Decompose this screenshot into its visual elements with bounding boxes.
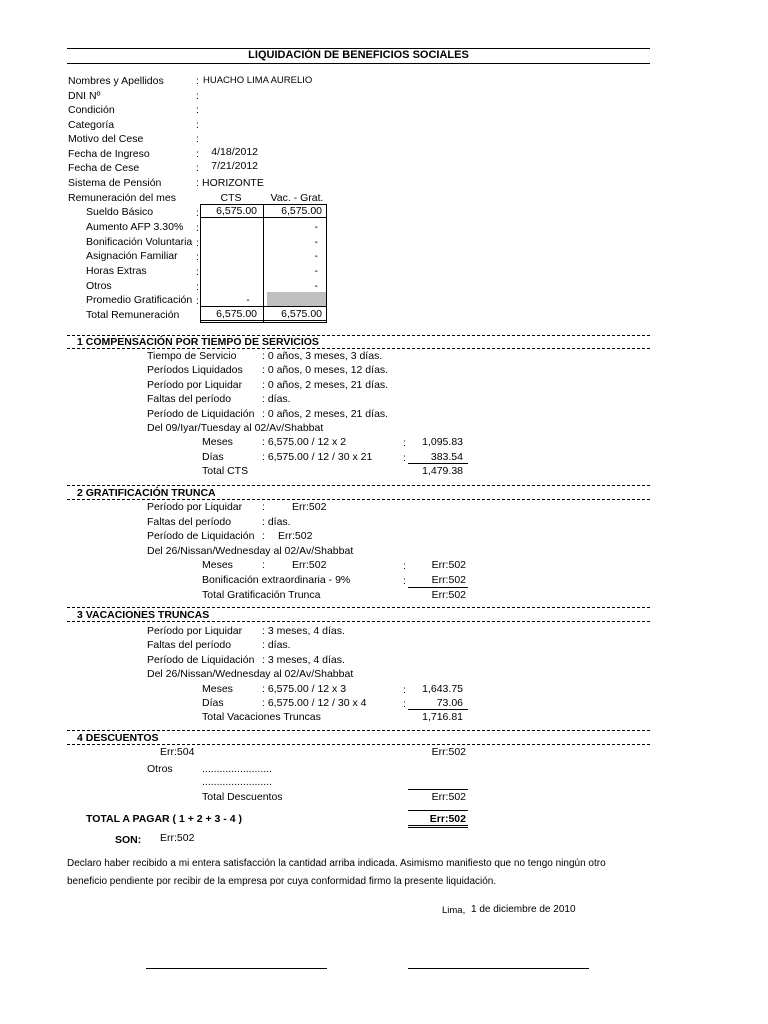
s1-date-range: Del 09/Iyar/Tuesday al 02/Av/Shabbat [147,422,324,434]
s3-dias-formula: : 6,575.00 / 12 / 30 x 4 [262,697,367,709]
rem-colon: : [196,222,199,234]
s2-meses-formula: Err:502 [292,559,327,571]
s4-item-value: Err:502 [431,746,466,758]
grand-total-rule-top [408,810,468,811]
s3-value: : 3 meses, 4 días. [262,654,345,666]
s2-value: : días. [262,516,291,528]
rem-row-label: Bonificación Voluntaria [86,236,193,248]
s1-total-rule [408,463,468,464]
s1-dias-formula: : 6,575.00 / 12 / 30 x 21 [262,451,373,463]
grand-total-rule-double [408,827,468,828]
header-colon: : [196,162,199,174]
header-colon: : [196,148,199,160]
rem-row-label: Aumento AFP 3.30% [86,221,184,233]
s4-total-rule [408,789,468,790]
signature-line-employer [146,968,327,969]
table-mid-border [263,204,264,323]
col-cts-header: CTS [220,192,242,204]
s1-value: : 0 años, 2 meses, 21 días. [262,379,389,391]
header-label: Nombres y Apellidos [68,75,164,87]
s4-total-label: Total Descuentos [202,791,283,803]
rem-total-label: Total Remuneración [86,309,180,321]
s3-meses-label: Meses [202,683,233,695]
s3-dias-label: Días [202,697,224,709]
s1-total-label: Total CTS [202,465,249,477]
place-label: Lima, [442,905,466,916]
s2-total-value: Err:502 [431,589,466,601]
s1-meses-label: Meses [202,436,233,448]
header-colon: : [196,177,199,189]
rem-total-cts: 6,575.00 [216,308,257,320]
grand-total-rule-bottom [408,825,468,826]
rem-vac-value: - [314,250,318,262]
s2-date-range: Del 26/Nissan/Wednesday al 02/Av/Shabbat [147,545,354,557]
header-colon: : [196,133,199,145]
rem-vac-value: - [314,280,318,292]
rem-vac-value: - [314,236,318,248]
header-label: Fecha de Ingreso [68,148,150,160]
title-rule [67,63,650,64]
header-colon: : [196,75,199,87]
s2-label: Período de Liquidación [147,530,255,542]
pension-value: HORIZONTE [202,177,264,189]
declaration-line-2: beneficio pendiente por recibir de la empresa por cuya conformidad firmo la presente liquidación. [67,876,497,887]
signature-line-employee [408,968,589,969]
rem-vac-value: - [314,221,318,233]
header-label: Condición [68,104,115,116]
s2-value: Err:502 [278,530,313,542]
rem-row-label: Otros [86,280,112,292]
s1-dias-label: Días [202,451,224,463]
s2-label: Período por Liquidar [147,501,243,513]
header-label: Fecha de Cese [68,162,140,174]
rem-row-label: Horas Extras [86,265,147,277]
s2-meses-value: Err:502 [431,559,466,571]
rem-colon: : [196,237,199,249]
son-label: SON: [115,834,142,846]
s3-colon: : [403,698,406,710]
header-colon: : [196,104,199,116]
s4-total-value: Err:502 [431,791,466,803]
section-4-title: 4 DESCUENTOS [77,732,159,744]
s1-value: : 0 años, 0 meses, 12 días. [262,364,389,376]
rem-row-label: Promedio Gratificación [86,294,193,306]
s1-label: Tiempo de Servicio [147,350,237,362]
section-3-title: 3 VACACIONES TRUNCAS [77,609,210,621]
s4-dots: ........................ [202,763,273,775]
s1-meses-value: 1,095.83 [422,436,463,448]
s3-value: : días. [262,639,291,651]
header-label: DNI Nº [68,90,101,102]
s1-value: : 0 años, 2 meses, 21 días. [262,408,389,420]
employee-name: HUACHO LIMA AURELIO [203,75,313,86]
header-label: Motivo del Cese [68,133,144,145]
s1-colon: : [403,452,406,464]
rem-colon: : [196,266,199,278]
s3-meses-formula: : 6,575.00 / 12 x 3 [262,683,347,695]
declaration-line-1: Declaro haber recibido a mi entera satisfacción la cantidad arriba indicada. Asimismo manifiesto que no tengo ningún otro [67,858,606,869]
rem-total-vac: 6,575.00 [281,308,322,320]
date-text: 1 de diciembre de 2010 [471,904,576,915]
s1-label: Períodos Liquidados [147,364,243,376]
page-title: LIQUIDACIÓN DE BENEFICIOS SOCIALES [248,49,469,61]
section-divider [67,621,650,622]
rem-colon: : [196,281,199,293]
rem-cts-value: 6,575.00 [216,205,257,217]
s2-colon: : [403,575,406,587]
header-label: Categoría [68,119,115,131]
section-divider [67,499,650,500]
s3-label: Período por Liquidar [147,625,243,637]
s1-label: Período por Liquidar [147,379,243,391]
s3-total-rule [408,709,468,710]
s1-colon: : [403,437,406,449]
section-divider [67,744,650,745]
header-colon: : [196,119,199,131]
remuneration-label: Remuneración del mes [68,192,176,204]
s4-dots: ........................ [202,776,273,788]
s1-value: : días. [262,393,291,405]
table-left-border [200,204,201,323]
table-right-border [326,204,327,323]
rem-vac-value: - [314,265,318,277]
header-label: Sistema de Pensión [68,177,162,189]
s1-label: Faltas del período [147,393,232,405]
section-1-title: 1 COMPENSACIÓN POR TIEMPO DE SERVICIOS [77,336,319,348]
s3-label: Período de Liquidación [147,654,255,666]
rem-row-label: Sueldo Básico [86,206,154,218]
s1-label: Período de Liquidación [147,408,255,420]
s2-label: Faltas del período [147,516,232,528]
s2-bonif-value: Err:502 [431,574,466,586]
s3-total-value: 1,716.81 [422,711,463,723]
col-vac-header: Vac. - Grat. [270,192,324,204]
header-colon: : [196,90,199,102]
s4-item-label: Err:504 [160,746,195,758]
s2-value: Err:502 [292,501,327,513]
total-pagar-label: TOTAL A PAGAR ( 1 + 2 + 3 - 4 ) [86,813,242,825]
rem-cts-value: - [246,294,250,306]
section-divider [67,730,650,731]
s2-colon: : [262,530,265,542]
section-2-title: 2 GRATIFICACIÓN TRUNCA [77,487,216,499]
rem-colon: : [196,251,199,263]
s1-total-value: 1,479.38 [422,465,463,477]
s2-meses-label: Meses [202,559,233,571]
rem-colon: : [196,207,199,219]
s3-label: Faltas del período [147,639,232,651]
s3-colon: : [403,684,406,696]
section-divider [67,485,650,486]
s2-colon: : [262,559,265,571]
s2-total-rule [408,587,468,588]
s3-total-label: Total Vacaciones Truncas [202,711,321,723]
rem-row-label: Asignación Familiar [86,250,178,262]
s1-meses-formula: : 6,575.00 / 12 x 2 [262,436,347,448]
s3-date-range: Del 26/Nissan/Wednesday al 02/Av/Shabbat [147,668,354,680]
shaded-cell [267,292,326,306]
s2-colon: : [262,501,265,513]
s3-dias-value: 73.06 [436,697,463,709]
rem-vac-value: 6,575.00 [281,205,322,217]
total-pagar-value: Err:502 [429,813,466,825]
section-divider [67,348,650,349]
son-value: Err:502 [160,832,195,844]
section-divider [67,607,650,608]
s2-colon: : [403,560,406,572]
s2-total-label: Total Gratificación Trunca [202,589,321,601]
s1-value: : 0 años, 3 meses, 3 días. [262,350,383,362]
rem-colon: : [196,295,199,307]
s2-bonif-label: Bonificación extraordinaria - 9% [202,574,351,586]
fecha-cese-value: 7/21/2012 [211,160,258,172]
fecha-ingreso-value: 4/18/2012 [211,146,258,158]
s1-dias-value: 383.54 [430,451,463,463]
s4-otros-label: Otros [147,763,173,775]
s3-meses-value: 1,643.75 [422,683,463,695]
s3-value: : 3 meses, 4 días. [262,625,345,637]
